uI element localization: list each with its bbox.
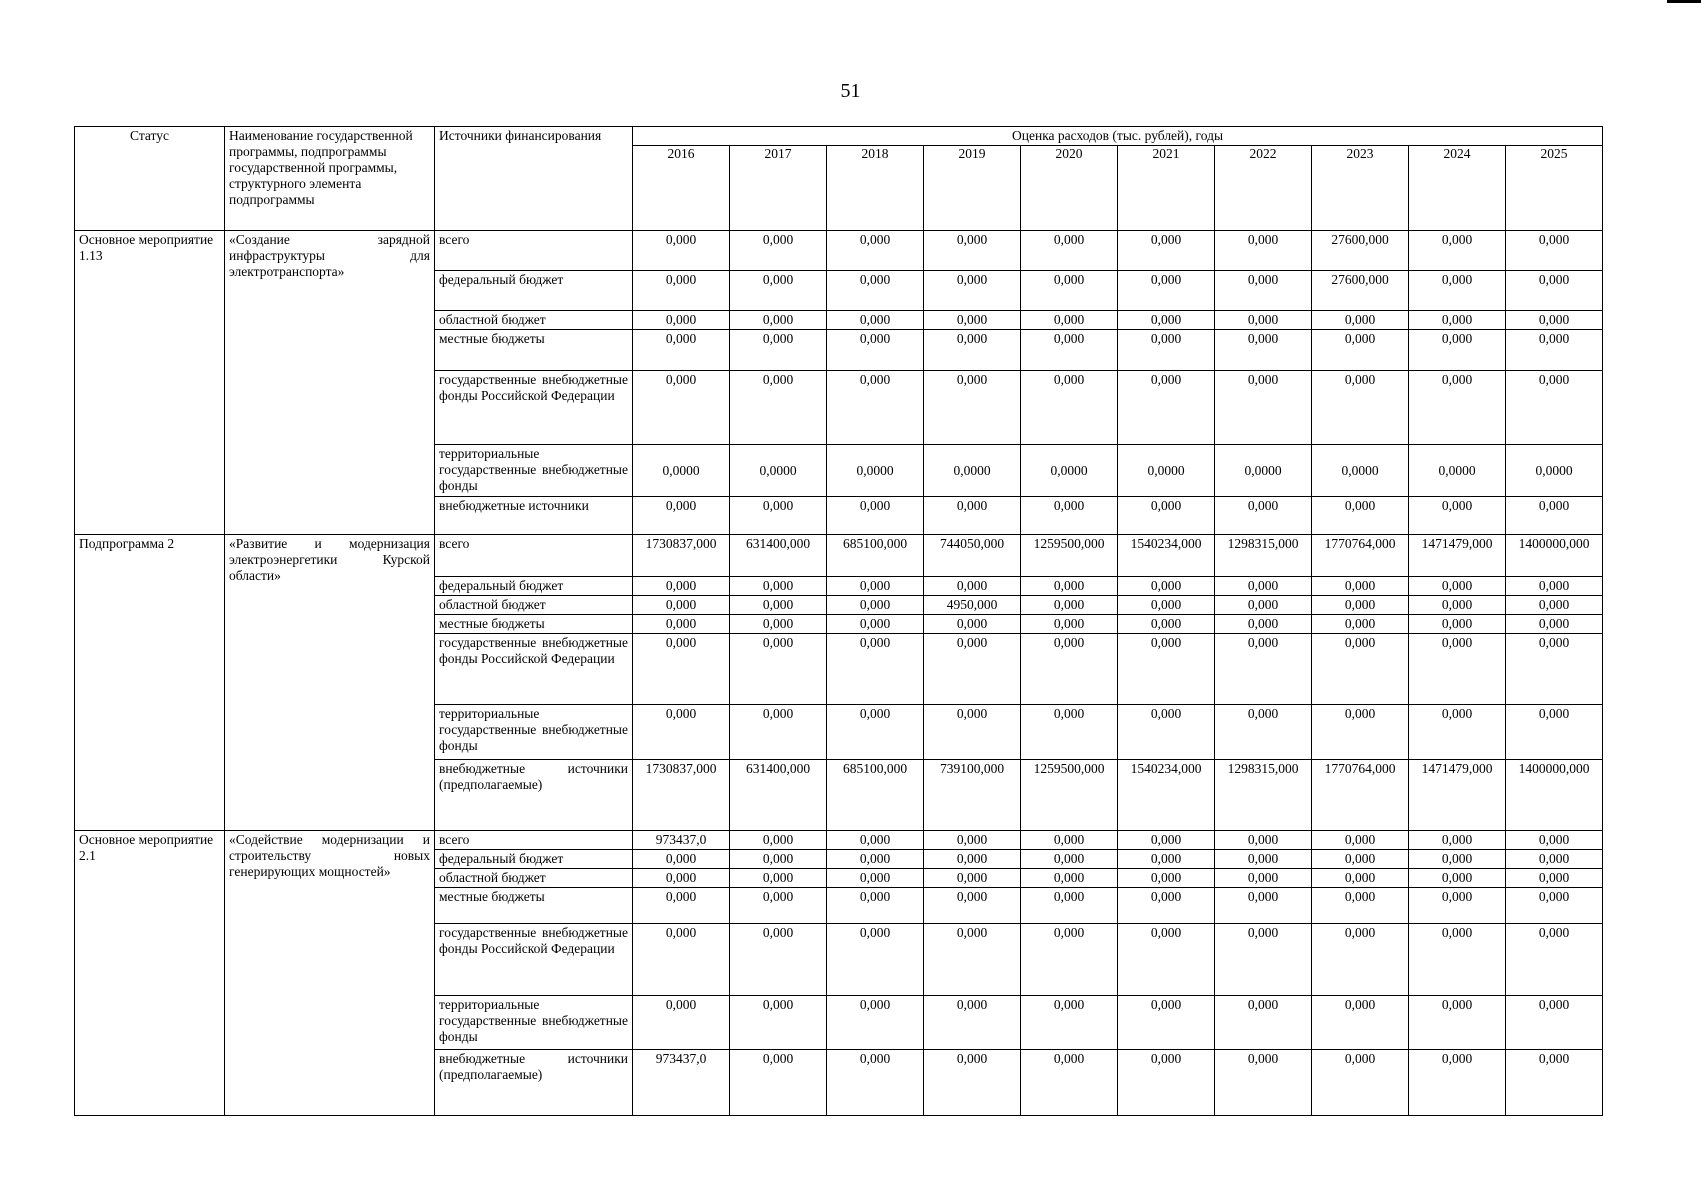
value-cell: 0,000 bbox=[1215, 923, 1312, 995]
value-cell: 0,000 bbox=[1215, 497, 1312, 535]
value-cell: 0,000 bbox=[1118, 497, 1215, 535]
value-cell: 0,000 bbox=[730, 996, 827, 1049]
value-cell: 0,000 bbox=[924, 996, 1021, 1049]
value-cell: 0,000 bbox=[633, 595, 730, 614]
value-cell: 0,000 bbox=[827, 330, 924, 370]
row-source: территориальные государственные внебюджетные фонды bbox=[435, 444, 633, 496]
budget-table bbox=[74, 126, 1603, 1116]
value-cell: 0,000 bbox=[1312, 923, 1409, 995]
value-cell: 0,000 bbox=[827, 705, 924, 760]
value-cell: 0,000 bbox=[1409, 996, 1506, 1049]
value-cell: 0,000 bbox=[1506, 614, 1603, 633]
value-cell: 0,000 bbox=[1409, 633, 1506, 704]
value-cell: 0,000 bbox=[1409, 497, 1506, 535]
value-cell: 0,000 bbox=[1215, 330, 1312, 370]
header-year: 2023 bbox=[1312, 146, 1409, 231]
value-cell: 0,000 bbox=[1021, 868, 1118, 887]
value-cell: 0,000 bbox=[1506, 497, 1603, 535]
value-cell: 1471479,000 bbox=[1409, 535, 1506, 576]
value-cell: 0,000 bbox=[1312, 868, 1409, 887]
value-cell: 0,000 bbox=[827, 497, 924, 535]
row-program-name: «Развитие и модернизация электроэнергетики Курской области» bbox=[225, 535, 435, 830]
header-year: 2024 bbox=[1409, 146, 1506, 231]
value-cell: 1730837,000 bbox=[633, 535, 730, 576]
value-cell: 0,000 bbox=[1506, 1049, 1603, 1115]
row-program-name: «Содействие модернизации и строительству новых генерирующих мощностей» bbox=[225, 830, 435, 1115]
value-cell: 0,000 bbox=[1506, 830, 1603, 849]
value-cell: 0,000 bbox=[1312, 595, 1409, 614]
value-cell: 0,000 bbox=[730, 231, 827, 271]
value-cell: 0,000 bbox=[1215, 370, 1312, 444]
value-cell: 0,000 bbox=[1021, 271, 1118, 311]
value-cell: 0,000 bbox=[827, 576, 924, 595]
value-cell: 0,000 bbox=[924, 231, 1021, 271]
row-source: внебюджетные источники (предполагаемые) bbox=[435, 1049, 633, 1115]
value-cell: 1540234,000 bbox=[1118, 535, 1215, 576]
value-cell: 1540234,000 bbox=[1118, 760, 1215, 830]
value-cell: 0,000 bbox=[1118, 1049, 1215, 1115]
value-cell: 0,0000 bbox=[1215, 444, 1312, 496]
value-cell: 0,000 bbox=[827, 614, 924, 633]
value-cell: 0,000 bbox=[633, 614, 730, 633]
value-cell: 0,0000 bbox=[1506, 444, 1603, 496]
value-cell: 0,000 bbox=[1118, 830, 1215, 849]
value-cell: 0,000 bbox=[827, 887, 924, 923]
table-row bbox=[75, 830, 1603, 849]
value-cell: 0,000 bbox=[924, 633, 1021, 704]
value-cell: 0,000 bbox=[1506, 868, 1603, 887]
value-cell: 0,000 bbox=[827, 633, 924, 704]
value-cell: 0,000 bbox=[1312, 497, 1409, 535]
value-cell: 0,000 bbox=[1021, 830, 1118, 849]
value-cell: 0,000 bbox=[1215, 576, 1312, 595]
header-year: 2022 bbox=[1215, 146, 1312, 231]
value-cell: 0,000 bbox=[1409, 231, 1506, 271]
value-cell: 0,0000 bbox=[924, 444, 1021, 496]
value-cell: 0,000 bbox=[1312, 830, 1409, 849]
value-cell: 0,000 bbox=[1409, 849, 1506, 868]
table-row bbox=[75, 535, 1603, 576]
value-cell: 0,000 bbox=[730, 576, 827, 595]
value-cell: 0,000 bbox=[730, 1049, 827, 1115]
row-status: Подпрограмма 2 bbox=[75, 535, 225, 830]
header-year: 2025 bbox=[1506, 146, 1603, 231]
value-cell: 1471479,000 bbox=[1409, 760, 1506, 830]
value-cell: 0,000 bbox=[1506, 849, 1603, 868]
value-cell: 0,000 bbox=[1312, 614, 1409, 633]
value-cell: 1770764,000 bbox=[1312, 535, 1409, 576]
value-cell: 1259500,000 bbox=[1021, 535, 1118, 576]
value-cell: 0,000 bbox=[1409, 595, 1506, 614]
value-cell: 0,000 bbox=[633, 330, 730, 370]
value-cell: 0,000 bbox=[1409, 614, 1506, 633]
value-cell: 0,000 bbox=[1118, 705, 1215, 760]
value-cell: 0,000 bbox=[1215, 614, 1312, 633]
value-cell: 0,000 bbox=[730, 311, 827, 330]
value-cell: 0,000 bbox=[1506, 231, 1603, 271]
value-cell: 0,000 bbox=[1215, 311, 1312, 330]
value-cell: 0,000 bbox=[633, 497, 730, 535]
value-cell: 739100,000 bbox=[924, 760, 1021, 830]
value-cell: 1298315,000 bbox=[1215, 760, 1312, 830]
value-cell: 1770764,000 bbox=[1312, 760, 1409, 830]
value-cell: 0,000 bbox=[1409, 370, 1506, 444]
value-cell: 0,000 bbox=[633, 633, 730, 704]
value-cell: 0,000 bbox=[924, 849, 1021, 868]
value-cell: 0,0000 bbox=[827, 444, 924, 496]
value-cell: 0,000 bbox=[924, 271, 1021, 311]
value-cell: 27600,000 bbox=[1312, 271, 1409, 311]
value-cell: 0,000 bbox=[1021, 887, 1118, 923]
value-cell: 0,000 bbox=[1215, 887, 1312, 923]
value-cell: 631400,000 bbox=[730, 535, 827, 576]
page-number: 51 bbox=[840, 80, 861, 102]
value-cell: 0,000 bbox=[730, 370, 827, 444]
value-cell: 0,000 bbox=[1409, 705, 1506, 760]
value-cell: 0,000 bbox=[1506, 311, 1603, 330]
row-source: государственные внебюджетные фонды Российской Федерации bbox=[435, 633, 633, 704]
value-cell: 0,000 bbox=[1312, 887, 1409, 923]
value-cell: 0,000 bbox=[1118, 576, 1215, 595]
row-program-name: «Создание зарядной инфраструктуры для электротранспорта» bbox=[225, 231, 435, 535]
value-cell: 0,000 bbox=[1215, 830, 1312, 849]
row-source: областной бюджет bbox=[435, 868, 633, 887]
value-cell: 0,000 bbox=[1118, 633, 1215, 704]
value-cell: 0,000 bbox=[1506, 633, 1603, 704]
value-cell: 0,000 bbox=[633, 868, 730, 887]
value-cell: 0,000 bbox=[827, 271, 924, 311]
row-source: местные бюджеты bbox=[435, 330, 633, 370]
value-cell: 0,000 bbox=[1215, 996, 1312, 1049]
value-cell: 0,000 bbox=[827, 595, 924, 614]
value-cell: 0,000 bbox=[1021, 595, 1118, 614]
value-cell: 0,000 bbox=[633, 231, 730, 271]
value-cell: 0,000 bbox=[1409, 887, 1506, 923]
row-source: федеральный бюджет bbox=[435, 849, 633, 868]
value-cell: 0,000 bbox=[1021, 330, 1118, 370]
value-cell: 0,000 bbox=[1312, 330, 1409, 370]
header-estimate: Оценка расходов (тыс. рублей), годы bbox=[633, 127, 1603, 146]
value-cell: 0,000 bbox=[633, 311, 730, 330]
value-cell: 0,000 bbox=[924, 887, 1021, 923]
value-cell: 0,000 bbox=[827, 996, 924, 1049]
value-cell: 0,000 bbox=[827, 231, 924, 271]
row-source: федеральный бюджет bbox=[435, 576, 633, 595]
value-cell: 0,0000 bbox=[1021, 444, 1118, 496]
value-cell: 0,000 bbox=[1118, 595, 1215, 614]
value-cell: 0,0000 bbox=[1409, 444, 1506, 496]
value-cell: 0,000 bbox=[730, 868, 827, 887]
value-cell: 0,000 bbox=[1215, 1049, 1312, 1115]
value-cell: 0,000 bbox=[1506, 330, 1603, 370]
value-cell: 0,000 bbox=[1312, 370, 1409, 444]
value-cell: 0,000 bbox=[1409, 868, 1506, 887]
value-cell: 0,000 bbox=[924, 330, 1021, 370]
row-status: Основное мероприятие 1.13 bbox=[75, 231, 225, 535]
row-status: Основное мероприятие 2.1 bbox=[75, 830, 225, 1115]
value-cell: 0,000 bbox=[924, 614, 1021, 633]
value-cell: 0,000 bbox=[1215, 633, 1312, 704]
value-cell: 1259500,000 bbox=[1021, 760, 1118, 830]
value-cell: 0,0000 bbox=[730, 444, 827, 496]
value-cell: 0,000 bbox=[1021, 996, 1118, 1049]
value-cell: 973437,0 bbox=[633, 830, 730, 849]
value-cell: 1298315,000 bbox=[1215, 535, 1312, 576]
row-source: всего bbox=[435, 231, 633, 271]
value-cell: 0,000 bbox=[1118, 370, 1215, 444]
scan-edge-mark bbox=[1667, 0, 1701, 3]
value-cell: 0,000 bbox=[1312, 705, 1409, 760]
header-year: 2017 bbox=[730, 146, 827, 231]
value-cell: 0,000 bbox=[924, 923, 1021, 995]
header-year: 2019 bbox=[924, 146, 1021, 231]
value-cell: 0,000 bbox=[1215, 231, 1312, 271]
value-cell: 0,000 bbox=[1118, 231, 1215, 271]
value-cell: 0,000 bbox=[633, 923, 730, 995]
value-cell: 0,000 bbox=[1506, 271, 1603, 311]
value-cell: 0,000 bbox=[633, 705, 730, 760]
value-cell: 0,000 bbox=[1506, 705, 1603, 760]
value-cell: 0,000 bbox=[730, 614, 827, 633]
value-cell: 0,000 bbox=[1506, 370, 1603, 444]
value-cell: 0,000 bbox=[1118, 271, 1215, 311]
value-cell: 0,000 bbox=[827, 923, 924, 995]
value-cell: 0,000 bbox=[730, 633, 827, 704]
value-cell: 0,000 bbox=[827, 830, 924, 849]
value-cell: 0,000 bbox=[924, 311, 1021, 330]
value-cell: 0,000 bbox=[1409, 330, 1506, 370]
table-row bbox=[75, 231, 1603, 271]
value-cell: 0,000 bbox=[1021, 231, 1118, 271]
value-cell: 0,000 bbox=[1409, 271, 1506, 311]
value-cell: 0,000 bbox=[730, 705, 827, 760]
value-cell: 0,000 bbox=[1118, 923, 1215, 995]
row-source: государственные внебюджетные фонды Российской Федерации bbox=[435, 370, 633, 444]
header-year: 2020 bbox=[1021, 146, 1118, 231]
value-cell: 0,000 bbox=[1118, 311, 1215, 330]
value-cell: 0,000 bbox=[1506, 576, 1603, 595]
value-cell: 1730837,000 bbox=[633, 760, 730, 830]
value-cell: 1400000,000 bbox=[1506, 535, 1603, 576]
value-cell: 0,000 bbox=[730, 830, 827, 849]
value-cell: 0,000 bbox=[827, 370, 924, 444]
value-cell: 0,000 bbox=[1215, 271, 1312, 311]
value-cell: 0,000 bbox=[730, 497, 827, 535]
value-cell: 0,000 bbox=[1118, 330, 1215, 370]
value-cell: 0,000 bbox=[1215, 595, 1312, 614]
header-name: Наименование государственной программы, подпрограммы государственной программы, структурного элемента подпрограммы bbox=[225, 127, 435, 231]
value-cell: 973437,0 bbox=[633, 1049, 730, 1115]
row-source: областной бюджет bbox=[435, 311, 633, 330]
value-cell: 0,000 bbox=[1118, 996, 1215, 1049]
header-sources: Источники финансирования bbox=[435, 127, 633, 231]
row-source: областной бюджет bbox=[435, 595, 633, 614]
row-source: территориальные государственные внебюджетные фонды bbox=[435, 996, 633, 1049]
value-cell: 0,000 bbox=[1312, 996, 1409, 1049]
value-cell: 0,000 bbox=[730, 923, 827, 995]
value-cell: 0,000 bbox=[633, 849, 730, 868]
row-source: местные бюджеты bbox=[435, 614, 633, 633]
value-cell: 0,000 bbox=[827, 849, 924, 868]
value-cell: 4950,000 bbox=[924, 595, 1021, 614]
value-cell: 0,000 bbox=[1215, 849, 1312, 868]
row-source: федеральный бюджет bbox=[435, 271, 633, 311]
value-cell: 0,000 bbox=[1506, 923, 1603, 995]
value-cell: 0,000 bbox=[1118, 849, 1215, 868]
value-cell: 631400,000 bbox=[730, 760, 827, 830]
value-cell: 0,000 bbox=[827, 311, 924, 330]
value-cell: 0,000 bbox=[1021, 849, 1118, 868]
value-cell: 0,000 bbox=[1409, 923, 1506, 995]
value-cell: 0,000 bbox=[1118, 887, 1215, 923]
value-cell: 0,000 bbox=[924, 576, 1021, 595]
value-cell: 0,000 bbox=[1021, 370, 1118, 444]
row-source: внебюджетные источники bbox=[435, 497, 633, 535]
value-cell: 0,0000 bbox=[633, 444, 730, 496]
value-cell: 0,000 bbox=[1409, 830, 1506, 849]
value-cell: 0,000 bbox=[1118, 868, 1215, 887]
value-cell: 0,000 bbox=[1312, 311, 1409, 330]
value-cell: 0,000 bbox=[1409, 576, 1506, 595]
value-cell: 0,000 bbox=[924, 497, 1021, 535]
value-cell: 0,000 bbox=[924, 830, 1021, 849]
value-cell: 0,000 bbox=[1021, 705, 1118, 760]
header-year: 2021 bbox=[1118, 146, 1215, 231]
value-cell: 0,000 bbox=[1021, 311, 1118, 330]
value-cell: 0,000 bbox=[1409, 1049, 1506, 1115]
value-cell: 0,0000 bbox=[1312, 444, 1409, 496]
value-cell: 744050,000 bbox=[924, 535, 1021, 576]
value-cell: 0,000 bbox=[633, 576, 730, 595]
value-cell: 0,000 bbox=[1118, 614, 1215, 633]
header-year: 2016 bbox=[633, 146, 730, 231]
value-cell: 685100,000 bbox=[827, 535, 924, 576]
value-cell: 0,000 bbox=[1021, 923, 1118, 995]
value-cell: 0,000 bbox=[1506, 595, 1603, 614]
value-cell: 0,000 bbox=[730, 330, 827, 370]
header-year: 2018 bbox=[827, 146, 924, 231]
value-cell: 0,000 bbox=[730, 887, 827, 923]
value-cell: 0,000 bbox=[827, 868, 924, 887]
value-cell: 0,000 bbox=[1409, 311, 1506, 330]
value-cell: 0,000 bbox=[633, 271, 730, 311]
value-cell: 0,000 bbox=[1021, 497, 1118, 535]
value-cell: 0,000 bbox=[633, 370, 730, 444]
value-cell: 0,0000 bbox=[1118, 444, 1215, 496]
row-source: местные бюджеты bbox=[435, 887, 633, 923]
value-cell: 0,000 bbox=[827, 1049, 924, 1115]
header-row-1 bbox=[75, 127, 1603, 146]
row-source: всего bbox=[435, 535, 633, 576]
value-cell: 0,000 bbox=[1021, 633, 1118, 704]
row-source: территориальные государственные внебюджетные фонды bbox=[435, 705, 633, 760]
value-cell: 0,000 bbox=[730, 849, 827, 868]
header-status: Статус bbox=[75, 127, 225, 231]
value-cell: 27600,000 bbox=[1312, 231, 1409, 271]
value-cell: 0,000 bbox=[1215, 868, 1312, 887]
value-cell: 0,000 bbox=[1312, 849, 1409, 868]
value-cell: 0,000 bbox=[924, 868, 1021, 887]
value-cell: 0,000 bbox=[1021, 1049, 1118, 1115]
row-source: государственные внебюджетные фонды Российской Федерации bbox=[435, 923, 633, 995]
value-cell: 0,000 bbox=[730, 271, 827, 311]
value-cell: 0,000 bbox=[924, 370, 1021, 444]
value-cell: 0,000 bbox=[730, 595, 827, 614]
value-cell: 0,000 bbox=[1506, 887, 1603, 923]
value-cell: 0,000 bbox=[924, 1049, 1021, 1115]
value-cell: 0,000 bbox=[1312, 576, 1409, 595]
row-source: всего bbox=[435, 830, 633, 849]
value-cell: 0,000 bbox=[1312, 1049, 1409, 1115]
value-cell: 0,000 bbox=[1021, 614, 1118, 633]
value-cell: 1400000,000 bbox=[1506, 760, 1603, 830]
row-source: внебюджетные источники (предполагаемые) bbox=[435, 760, 633, 830]
value-cell: 0,000 bbox=[633, 996, 730, 1049]
value-cell: 685100,000 bbox=[827, 760, 924, 830]
value-cell: 0,000 bbox=[633, 887, 730, 923]
value-cell: 0,000 bbox=[1312, 633, 1409, 704]
value-cell: 0,000 bbox=[1506, 996, 1603, 1049]
value-cell: 0,000 bbox=[1215, 705, 1312, 760]
value-cell: 0,000 bbox=[1021, 576, 1118, 595]
value-cell: 0,000 bbox=[924, 705, 1021, 760]
